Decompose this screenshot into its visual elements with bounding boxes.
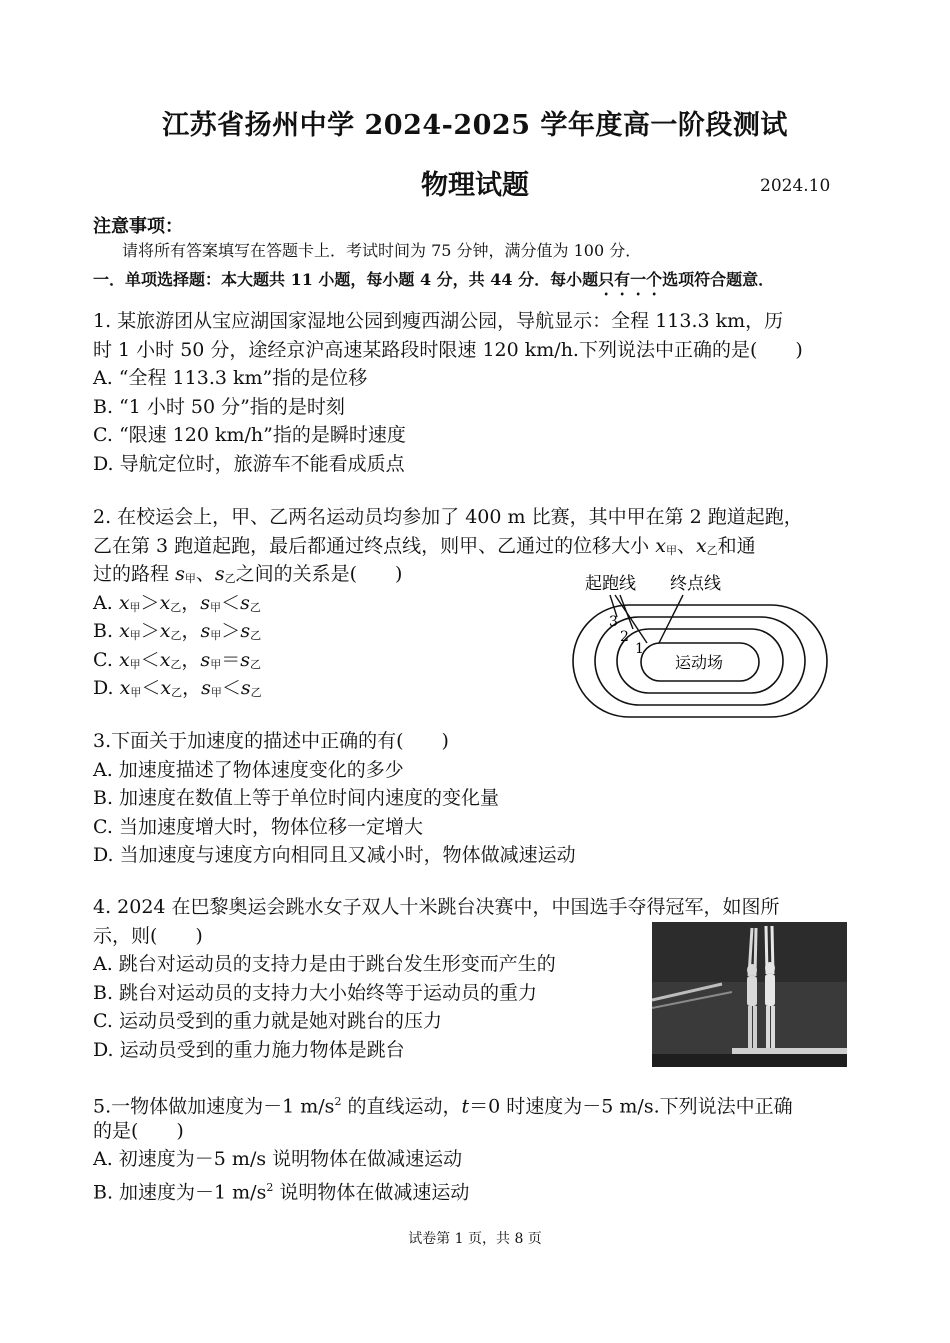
diving-photo [652,922,847,1067]
q5-option-b: B. 加速度为－1 $m/s^2$ 说明物体在做减速运动 [93,1180,470,1203]
q2-line: 过的路程 $s_甲$、$s_乙$之间的关系是( ) [93,563,403,585]
q2-option-b: B. $x_甲>x_乙$，$s_甲>s_乙$ [93,620,262,642]
q3-option-d: D. 当加速度与速度方向相同且又减小时，物体做减速运动 [93,844,576,866]
q4-line: 4. 2024 在巴黎奥运会跳水女子双人十米跳台决赛中，中国选手夺得冠军，如图所 [93,896,780,918]
page-subtitle: 物理试题 [421,170,529,201]
q3-option-c: C. 当加速度增大时，物体位移一定增大 [93,815,423,838]
notice-text: 请将所有答案填写在答题卡上．考试时间为 75 分钟，满分值为 100 分． [122,241,642,260]
start-line-label: 起跑线 [585,574,636,594]
q1-option-b: B. “1 小时 50 分”指的是时刻 [93,395,345,418]
q4-option-d: D. 运动员受到的重力施力物体是跳台 [93,1038,405,1061]
q2-option-d: D. $x_甲<x_乙$，$s_甲<s_乙$ [93,677,262,699]
q1-option-c: C. “限速 120 km/h”指的是瞬时速度 [93,424,406,446]
page-footer: 试卷第 1 页，共 8 页 [408,1231,542,1247]
q3-stem: 3.下面关于加速度的描述中正确的有( ) [93,730,449,752]
section-heading: 一．单项选择题：本大题共 11 小题，每小题 4 分，共 44 分．每小题只有一个选项符合题意． [93,270,775,289]
finish-pointer [659,595,683,643]
q4-line: 示，则( ) [93,924,203,947]
q4-option-b: B. 跳台对运动员的支持力大小始终等于运动员的重力 [93,981,538,1004]
q4-option-a: A. 跳台对运动员的支持力是由于跳台发生形变而产生的 [93,953,556,975]
question-5 [93,1088,793,1202]
q3-option-a: A. 加速度描述了物体速度变化的多少 [93,758,404,781]
q4-option-c: C. 运动员受到的重力就是她对跳台的压力 [93,1010,442,1032]
q2-line: 2. 在校运会上，甲、乙两名运动员均参加了 400 m 比赛，其中甲在第 2 跑道起跑， [93,506,803,528]
q3-option-b: B. 加速度在数值上等于单位时间内速度的变化量 [93,787,500,809]
q5-option-a: A. 初速度为－5 m/s 说明物体在做减速运动 [93,1148,463,1170]
q2-option-c: C. $x_甲<x_乙$，$s_甲=s_乙$ [93,648,261,671]
notice-heading: 注意事项： [93,216,183,237]
page-title: 江苏省扬州中学 2024-2025 学年度高一阶段测试 [162,110,788,141]
question-3 [93,727,576,870]
q1-line: 时 1 小时 50 分，途经京沪高速某路段时限速 120 km/h.下列说法中正确的是( ) [93,338,803,361]
q1-line: 1. 某旅游团从宝应湖国家湿地公园到瘦西湖公园，导航显示：全程 113.3 km，历 [93,310,784,332]
q2-option-a: A. $x_甲>x_乙$，$s_甲<s_乙$ [93,591,261,614]
track-figure [565,565,835,725]
lane-1-label: 1 [635,641,644,657]
lane-2-label: 2 [620,629,629,645]
start-pointer-2 [620,595,633,629]
lane-3-label: 3 [609,614,618,630]
question-1 [93,307,803,478]
field-label: 运动场 [675,653,724,672]
q1-option-a: A. “全程 113.3 km”指的是位移 [93,367,368,389]
q2-line: 乙在第 3 跑道起跑，最后都通过终点线，则甲、乙通过的位移大小 $x_甲$、$x_乙$和通 [93,534,756,557]
diving-photo-drawing [652,922,847,1067]
finish-line-label: 终点线 [670,574,721,594]
exam-date: 2024.10 [760,176,831,196]
q5-line: 5.一物体做加速度为－1 $m/s^2$ 的直线运动，t＝0 时速度为－5 m/s.下列说法中正确 [93,1095,793,1118]
q1-option-d: D. 导航定位时，旅游车不能看成质点 [93,452,405,475]
q5-line: 的是( ) [93,1119,184,1142]
